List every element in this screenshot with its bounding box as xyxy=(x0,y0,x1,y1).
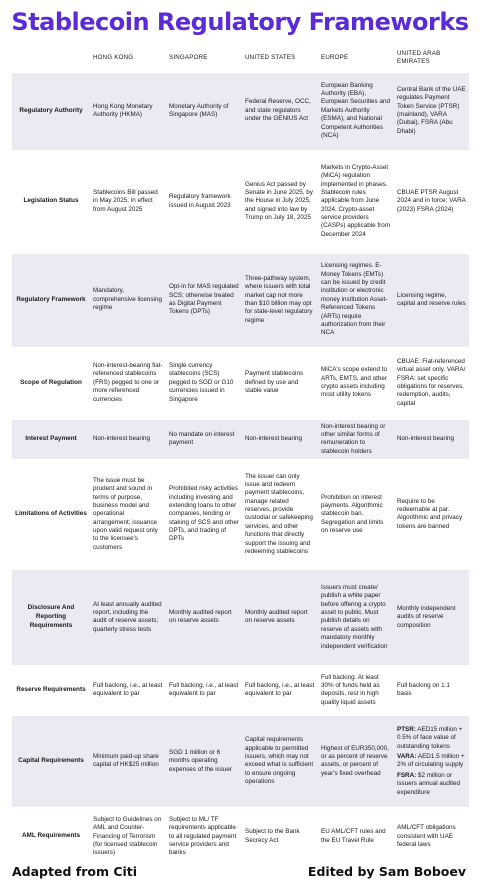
table-cell: Prohibition on interest payments. Algorithmic stablecoin ban. Segregation and limits on reserve use xyxy=(318,459,394,569)
table-cell: EU AML/CFT rules and the EU Travel Rule xyxy=(318,807,394,865)
table-cell: Monthly audited report on reserve assets xyxy=(166,569,242,665)
source-credit: Adapted from Citi xyxy=(12,864,138,879)
table-cell: No mandate on interest payment xyxy=(166,419,242,459)
table-row xyxy=(12,807,469,865)
table-row xyxy=(12,569,469,665)
table-cell: Require to be redeemable at par. Algorithmic and privacy tokens are banned xyxy=(394,459,469,569)
row-label: Regulatory Framework xyxy=(12,253,90,347)
table-cell: Minimum paid-up share capital of HK$25 million xyxy=(90,715,166,807)
table-cell: Subject to Guidelines on AML and Counter-Financing of Terrorism (for licensed stablecoin issuers) xyxy=(90,807,166,865)
column-header-hong-kong: HONG KONG xyxy=(90,44,166,72)
uae-capital-vara: VARA: AED1.5 million + 2% of circulating supply xyxy=(397,753,465,769)
table-row xyxy=(12,459,469,569)
row-label: Regulatory Authority xyxy=(12,72,90,150)
table-cell: SGD 1 million or 6 months operating expenses of the issuer xyxy=(166,715,242,807)
table-cell: Payment stablecoins defined by use and stable value xyxy=(242,347,318,419)
table-cell: European Banking Authority (EBA), European Securities and Markets Authority (ESMA), and National Competent Authorities (NCA) xyxy=(318,72,394,150)
table-row xyxy=(12,419,469,459)
table-row xyxy=(12,150,469,253)
table-cell: Hong Kong Monetary Authority (HKMA) xyxy=(90,72,166,150)
column-header-united-states: UNITED STATES xyxy=(242,44,318,72)
editor-credit: Edited by Sam Boboev xyxy=(307,864,466,879)
table-cell: Non-interest bearing xyxy=(394,419,469,459)
table-cell: Single currency stablecoins (SCS) pegged to SGD or G10 currencies issued in Singapore xyxy=(166,347,242,419)
table-cell: Non-interest bearing xyxy=(90,419,166,459)
table-cell: MiCA's scope extend to ARTs, EMTS, and other crypto assets including most utility tokens xyxy=(318,347,394,419)
table-cell: AML/CFT obligations consistent with UAE federal laws xyxy=(394,807,469,865)
table-cell: Stablecoins Bill passed in May 2025; in effect from August 2025 xyxy=(90,150,166,253)
row-label: Reserve Requirements xyxy=(12,665,90,715)
corner-header xyxy=(12,44,90,72)
column-header-uae: UNITED ARAB EMIRATES xyxy=(394,44,469,72)
table-cell: Full backing. At least 30% of funds held as deposits, rest in high quality liquid assets xyxy=(318,665,394,715)
table-cell: Full backing on 1:1 basis xyxy=(394,665,469,715)
table-cell: CBUAE: Fiat-referenced virtual asset only. VARA/ FSRA: set specific obligations for reserves, redemption, audits, capital xyxy=(394,347,469,419)
row-label: Disclosure And Reporting Requirements xyxy=(12,569,90,665)
row-label: Capital Requirements xyxy=(12,715,90,807)
table-cell: Federal Reserve, OCC, and state regulators under the GENIUS Act xyxy=(242,72,318,150)
row-label: Legislation Status xyxy=(12,150,90,253)
table-cell: Markets in Crypto-Asset (MiCA) regulation implemented in phases. Stablecoin rules applicable from June 2024. Crypto-asset service providers (CASPs) applicable from December 2024 xyxy=(318,150,394,253)
table-header-row xyxy=(12,44,469,72)
table-cell: Non-interest bearing xyxy=(242,419,318,459)
table-row xyxy=(12,253,469,347)
table-cell: Non-interest bearing or other similar forms of remuneration to stablecoin holders xyxy=(318,419,394,459)
table-cell: Three-pathway system, where issuers with total market cap not more than $10 billion may opt for state-level regulatory regime xyxy=(242,253,318,347)
table-cell: Issuers must create/ publish a white paper before offering a crypto asset to public. Must publish details on reserve of assets with mandatory monthly independent verification xyxy=(318,569,394,665)
row-label: Interest Payment xyxy=(12,419,90,459)
table-cell: Monthly independent audits of reserve composition xyxy=(394,569,469,665)
table-cell: Central Bank of the UAE regulates Payment Token Service (PTSR) (mainland), VARA (Dubai), FSRA (Abu Dhabi) xyxy=(394,72,469,150)
table-cell: Opt-in for MAS regulated SCS; otherwise treated as Digital Payment Tokens (DPTs) xyxy=(166,253,242,347)
table-cell: Full backing, i.e., at least equivalent to par xyxy=(90,665,166,715)
table-cell: Full backing, i.e., at least equivalent to par xyxy=(166,665,242,715)
table-cell: Licensing regimes. E-Money Tokens (EMTs) can be issued by credit institution or electronic money institution Asset-Referenced Tokens (ARTs) require authorization from their NCA xyxy=(318,253,394,347)
table-row xyxy=(12,347,469,419)
uae-capital-ptsr: PTSR: AED15 million + 0.5% of face value of outstanding tokens xyxy=(397,726,463,750)
table-cell: Mandatory, comprehensive licensing regime xyxy=(90,253,166,347)
table-cell: Non-interest-bearing fiat-referenced stablecoins (FRS) pegged to one or more referenced currencies xyxy=(90,347,166,419)
table-row xyxy=(12,72,469,150)
table-cell: Licensing regime, capital and reserve rules xyxy=(394,253,469,347)
table-cell: The issue must be prudent and sound in terms of purpose, business model and operational arrangement; issuance upon valid request only to the licensee's customers xyxy=(90,459,166,569)
table-cell: The issuer can only issue and redeem payment stablecoins, manage related reserves, provide custodial or safekeeping services, and other functions that directly support the issuing and redeeming stablecoins xyxy=(242,459,318,569)
uae-capital-fsra: FSRA: $2 million or issuers annual audited expenditure xyxy=(397,771,461,796)
table-row xyxy=(12,715,469,807)
regulatory-comparison-table xyxy=(12,44,469,865)
column-header-europe: EUROPE xyxy=(318,44,394,72)
table-cell: Genius Act passed by Senate in June 2025, by the House in July 2025, and signed into law by Trump on July 18, 2025 xyxy=(242,150,318,253)
table-row xyxy=(12,665,469,715)
row-label: AML Requirements xyxy=(12,807,90,865)
table-cell: CBUAE PTSR August 2024 and in force; VARA (2023) FSRA (2024) xyxy=(394,150,469,253)
table-cell: Subject to the Bank Secrecy Act xyxy=(242,807,318,865)
table-cell: Subject to ML/ TF requirements applicable to all regulated payment service providers and banks xyxy=(166,807,242,865)
table-cell: At least annually audited report, including the audit of reserve assets; quarterly stress tests xyxy=(90,569,166,665)
row-label: Limitations of Activities xyxy=(12,459,90,569)
table-cell: Monthly audited report on reserve assets xyxy=(242,569,318,665)
table-cell xyxy=(394,715,469,807)
row-label: Scope of Regulation xyxy=(12,347,90,419)
table-cell: Capital requirements applicable to permitted issuers, which may not exceed what is sufficient to ensure ongoing operations xyxy=(242,715,318,807)
table-cell: Prohibited risky activities including investing and extending loans to other companies, lending or staking of SCS and other DPTs, and trading of DPTs xyxy=(166,459,242,569)
table-cell: Regulatory framework issued in August 2023 xyxy=(166,150,242,253)
table-cell: Highest of EUR350,000, or as percent of reserve assets, or percent of year's fixed overhead xyxy=(318,715,394,807)
table-cell: Full backing, i.e., at least equivalent to par xyxy=(242,665,318,715)
table-cell: Monetary Authority of Singapore (MAS) xyxy=(166,72,242,150)
column-header-singapore: SINGAPORE xyxy=(166,44,242,72)
page-title: Stablecoin Regulatory Frameworks xyxy=(11,8,469,36)
